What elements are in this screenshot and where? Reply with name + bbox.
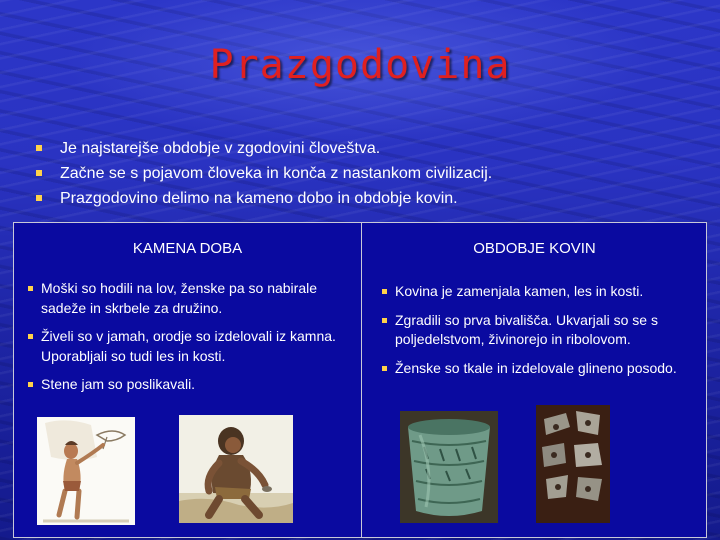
intro-text: Prazgodovino delimo na kameno dobo in obdobje kovin. <box>60 190 458 207</box>
slide-title: Prazgodovina <box>209 42 511 88</box>
bullet-icon <box>382 366 387 371</box>
list-item-text: Kovina je zamenjala kamen, les in kosti. <box>395 283 644 299</box>
intro-item <box>36 186 492 211</box>
bronze-vessel-icon <box>400 411 498 523</box>
intro-list <box>36 136 492 211</box>
caveman-icon <box>179 415 293 523</box>
list-item <box>382 282 700 302</box>
list-item-text: Ženske so tkale in izdelovale glineno posodo. <box>395 359 677 376</box>
bullet-icon <box>382 318 387 323</box>
intro-text: Je najstarejše obdobje v zgodovini človeštva. <box>60 140 381 157</box>
bullet-icon <box>36 170 42 176</box>
list-item <box>382 359 700 379</box>
stone-age-list <box>28 279 353 404</box>
bullet-icon <box>36 145 42 151</box>
list-item <box>28 279 353 318</box>
intro-item <box>36 161 492 186</box>
list-item-text: Stene jam so poslikavali. <box>41 376 196 392</box>
cave-painting-icon <box>37 417 135 525</box>
bullet-icon <box>28 334 33 339</box>
metal-age-list <box>382 282 700 387</box>
metal-age-column <box>362 223 707 537</box>
intro-item <box>36 136 492 161</box>
list-item <box>28 375 353 395</box>
stone-axes-icon <box>536 405 620 523</box>
list-item <box>28 327 353 366</box>
list-item-text: Moški so hodili na lov, ženske pa so nabirale sadeže in skrbele za družino. <box>41 280 318 316</box>
list-item-text: Zgradili so prva bivališča. Ukvarjali so se s poljedelstvom, živinorejo in ribolovom. <box>395 311 658 347</box>
list-item-text: Živeli so v jamah, orodje so izdelovali iz kamna. Uporabljali so tudi les in kosti. <box>41 328 336 364</box>
bullet-icon <box>382 289 387 294</box>
stone-age-column <box>14 223 361 537</box>
comparison-table <box>13 222 707 538</box>
bullet-icon <box>36 195 42 201</box>
bullet-icon <box>28 382 33 387</box>
bullet-icon <box>28 286 33 291</box>
stone-age-heading: KAMENA DOBA <box>132 240 243 257</box>
list-item <box>382 311 700 350</box>
metal-age-heading: OBDOBJE KOVIN <box>473 240 596 257</box>
intro-text: Začne se s pojavom človeka in konča z nastankom civilizacij. <box>60 165 493 182</box>
